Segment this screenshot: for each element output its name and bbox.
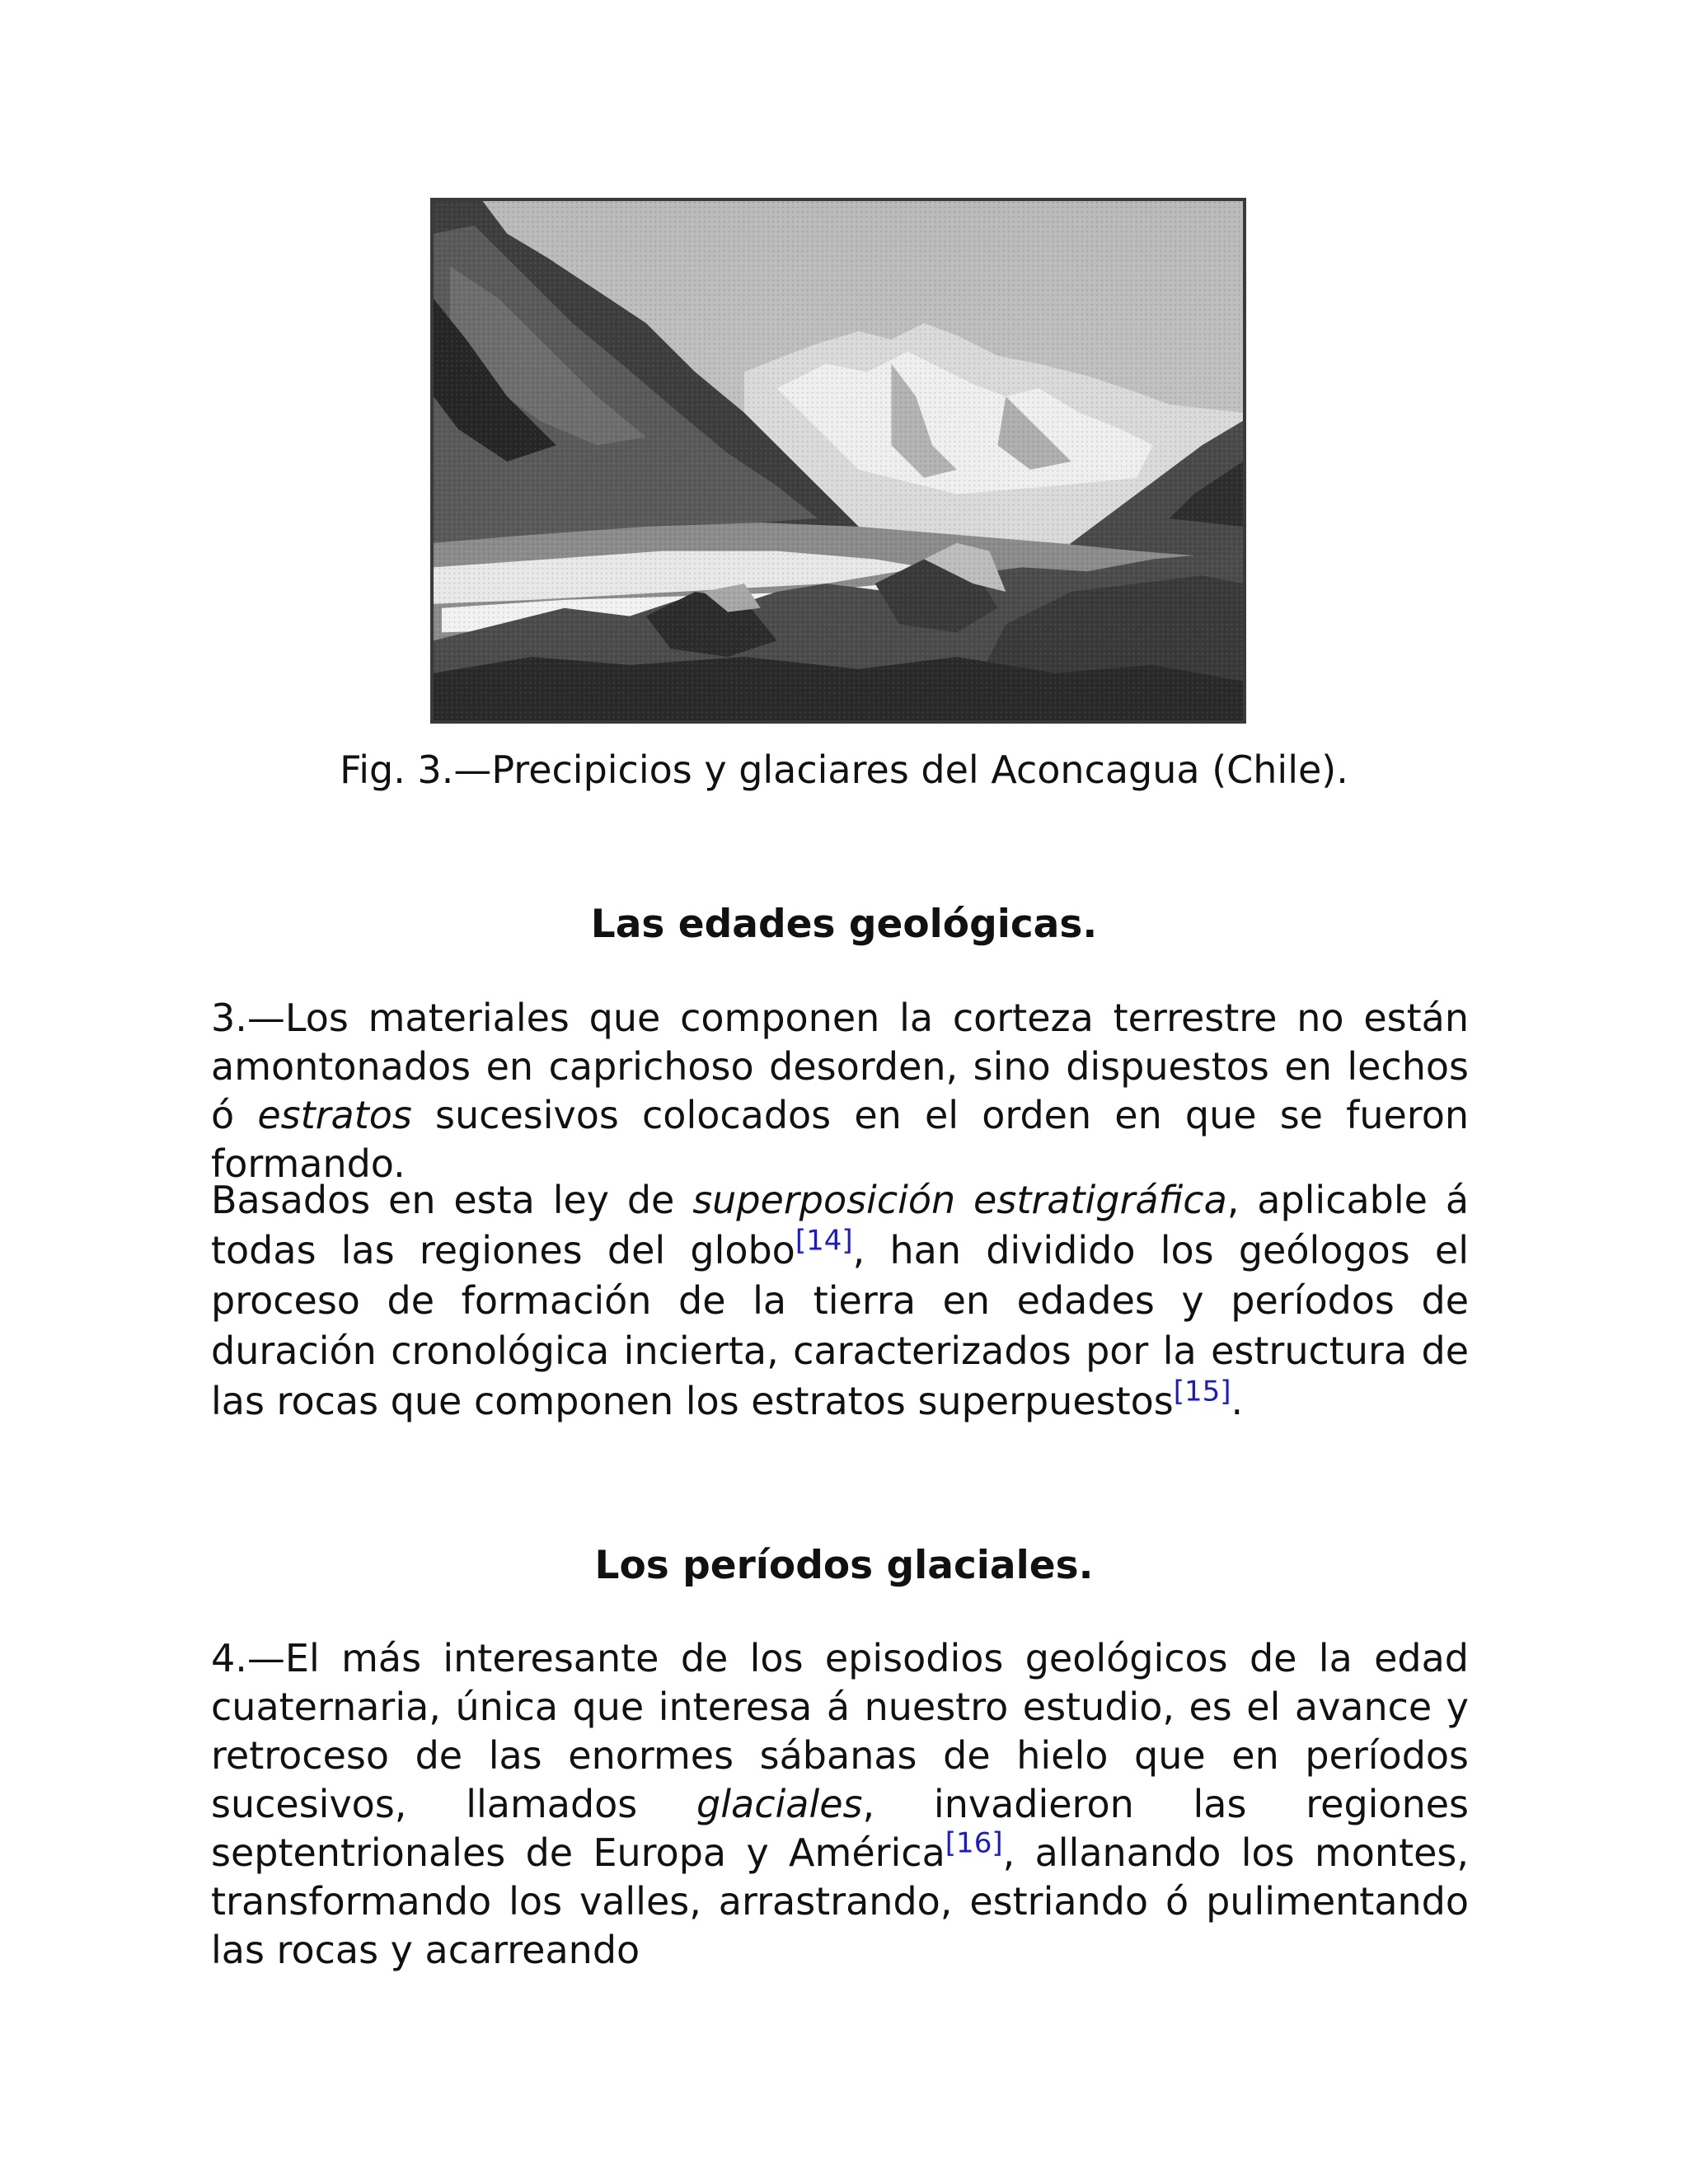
italic-term: estratos [257, 1093, 412, 1137]
paragraph-text: 3.—Los materiales que componen la corteza terrestre no están amontonados en caprichoso desorden, sino dispuestos en lechos ó [211, 996, 1469, 1137]
paragraph-text: , allanando los montes, transformando los valles, arrastrando, estriando ó pulimentando las rocas y acarreando [211, 1830, 1469, 1972]
paragraph-basados [211, 1175, 1469, 1427]
footnote-link-15[interactable]: [15] [1173, 1375, 1231, 1408]
footnote-link-16[interactable]: [16] [945, 1826, 1003, 1860]
footnote-link-14[interactable]: [14] [795, 1224, 853, 1258]
mountain-glacier-photo [430, 198, 1246, 724]
paragraph-4 [211, 1634, 1469, 1975]
section-heading-glaciales: Los períodos glaciales. [594, 1543, 1094, 1588]
paragraph-3 [211, 994, 1469, 1188]
photo-illustration [434, 201, 1243, 720]
figure-caption: Fig. 3.—Precipicios y glaciares del Aconcagua (Chile). [340, 748, 1348, 792]
section-heading-edades: Las edades geológicas. [590, 902, 1098, 947]
paragraph-text: , aplicable á todas las regiones del globo [211, 1178, 1470, 1272]
paragraph-text: . [1231, 1379, 1244, 1423]
paragraph-text: Basados en esta ley de [211, 1178, 693, 1222]
paragraph-text: , han dividido los geólogos el proceso de formación de la tierra en edades y períodos de duración cronológica incierta, caracterizados por la estructura de las rocas que componen los estratos superpuestos [211, 1228, 1469, 1423]
italic-term: glaciales [696, 1782, 863, 1826]
paragraph-text: sucesivos colocados en el orden en que se fueron formando. [211, 1093, 1469, 1186]
paragraph-text: , invadieron las regiones septentrionales de Europa y América [211, 1782, 1469, 1875]
paragraph-text: 4.—El más interesante de los episodios geológicos de la edad cuaternaria, única que interesa á nuestro estudio, es el avance y retroceso de las enormes sábanas de hielo que en períodos sucesivos, llamados [211, 1636, 1469, 1826]
italic-term: superposición estratigráfica [692, 1178, 1227, 1222]
